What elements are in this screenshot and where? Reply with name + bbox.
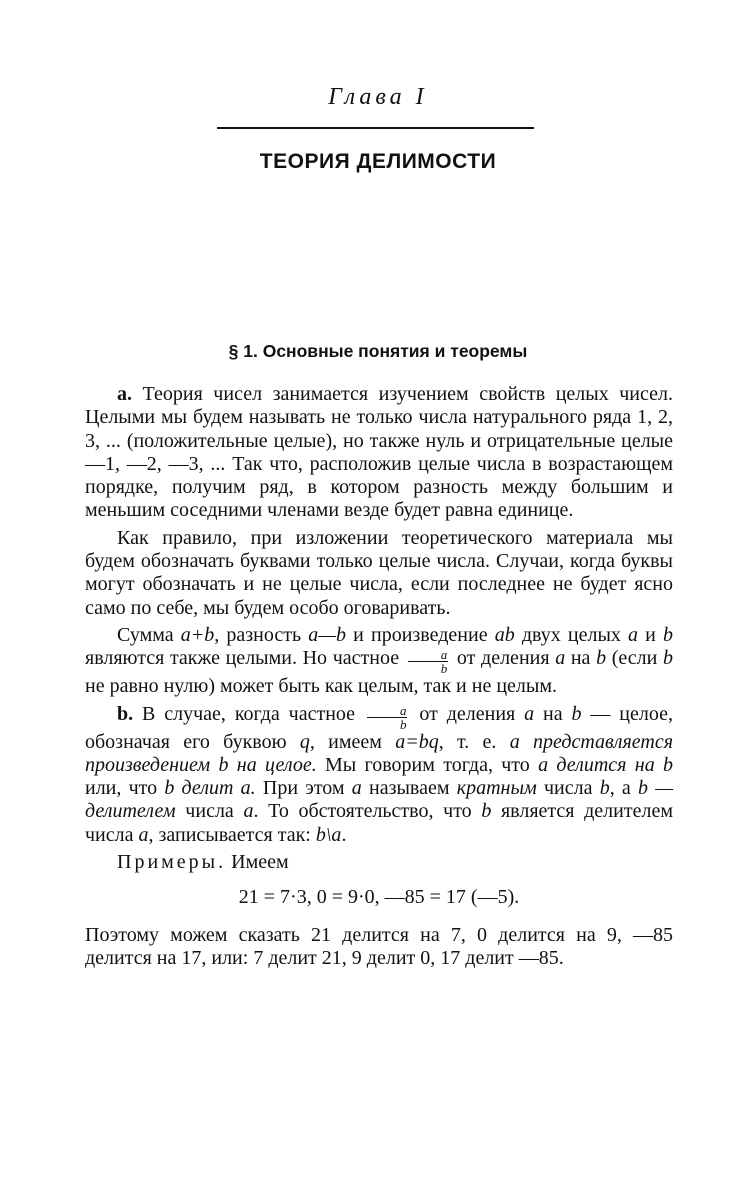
text-run: , записывается так: (148, 823, 316, 846)
paragraph-examples (85, 851, 673, 874)
math-run: b (596, 647, 607, 670)
fraction-numerator: a (408, 648, 449, 662)
fraction-a-over-b (367, 704, 408, 731)
paragraph-label-b: b. (117, 702, 134, 725)
fraction-numerator: a (367, 704, 408, 718)
math-run: a—b (308, 623, 347, 646)
text-run: числа (175, 800, 244, 823)
chapter-title: ТЕОРИЯ ДЕЛИМОСТИ (259, 150, 497, 173)
examples-label: Примеры. (117, 851, 227, 874)
math-run: a (138, 823, 149, 846)
paragraph-notation: Как правило, при изложении теоретического материала мы будем обозначать буквами только целые числа. Случаи, когда буквы могут обозначать и не целые числа, если последнее не будет ясно само по себе, мы будем особо оговаривать. (85, 526, 673, 619)
text-run: являются также целыми. Но частное (85, 647, 405, 670)
italic-run: b — делителем (85, 777, 673, 823)
text-run: (если (606, 647, 663, 670)
text-run: числа (536, 777, 600, 800)
text-run: не равно нулю) может быть как целым, так и не целым. (85, 675, 557, 698)
italic-run: a делится на b (538, 753, 673, 776)
math-run: a (351, 777, 362, 800)
text-run: Сумма (117, 623, 181, 646)
text-run: и (638, 623, 664, 646)
paragraph-operations (85, 624, 673, 699)
math-run: a (555, 647, 566, 670)
italic-run: b делит a. (164, 777, 256, 800)
math-run: a+b (180, 623, 215, 646)
text-run: . (341, 823, 347, 846)
text-run: Мы говорим тогда, что (316, 753, 539, 776)
math-run: b (599, 777, 610, 800)
paragraph-b (85, 703, 673, 847)
text-run: на (534, 702, 572, 725)
paragraph-label-a: а. (117, 383, 132, 405)
math-run: ab (494, 623, 515, 646)
page-body (85, 383, 673, 974)
paragraph-conclusion: Поэтому можем сказать 21 делится на 7, 0 делится на 9, —85 делится на 17, или: 7 делит 21, 9 делит 0, 17 делит —85. (85, 923, 673, 969)
text-run: , имеем (309, 730, 396, 753)
math-run: a=bq (395, 730, 439, 753)
text-run: от деления (410, 702, 525, 725)
math-run: a (628, 623, 639, 646)
math-run: b (663, 623, 674, 646)
text-run: от деления (451, 647, 556, 670)
text-run: и произведение (346, 623, 495, 646)
text-run: . То обстоятельство, что (253, 800, 482, 823)
section-heading: § 1. Основные понятия и теоремы (228, 341, 528, 361)
text-run: , разность (214, 623, 309, 646)
text-run: двух целых (514, 623, 629, 646)
text-run: , т. е. (438, 730, 510, 753)
fraction-denominator: b (399, 716, 407, 732)
math-run: b (571, 702, 582, 725)
example-formula: 21 = 7·3, 0 = 9·0, —85 = 17 (—5). (238, 886, 520, 909)
math-run: b (663, 647, 673, 670)
text-run: или, что (85, 777, 165, 800)
text-run: При этом (255, 777, 352, 800)
paragraph-a-text: Теория чисел занимается изучением свойств целых чисел. Целыми мы будем называть не только числа натурального ряда 1, 2, 3, ... (положительные целые), но также нуль и отрицательные целые —1, —2, —3, ... Так что, расположив целые числа в возрастающем порядке, получим ряд, в котором разность между большим и меньшим соседними членами везде будет равна единице. (85, 383, 673, 522)
italic-run: a представляется произведением b на целое. (85, 730, 673, 776)
heading-rule (217, 127, 534, 129)
italic-run: кратным (456, 777, 537, 800)
fraction-denominator: b (440, 661, 448, 677)
paragraph-a (85, 383, 673, 523)
text-run: называем (361, 777, 457, 800)
math-run: b (481, 800, 492, 823)
math-run: q (299, 730, 310, 753)
text-run: на (565, 647, 597, 670)
text-run: — целое, обозначая его буквою (85, 702, 673, 753)
text-run: , а (609, 777, 638, 800)
math-run: a (524, 702, 535, 725)
math-run: b\a (315, 823, 342, 846)
text-run: В случае, когда частное (133, 702, 364, 725)
chapter-heading: Глава I (328, 84, 428, 110)
math-run: a (243, 800, 254, 823)
text-run: Имеем (226, 851, 289, 874)
fraction-a-over-b (408, 648, 449, 675)
text-run: является делителем числа (85, 800, 673, 846)
